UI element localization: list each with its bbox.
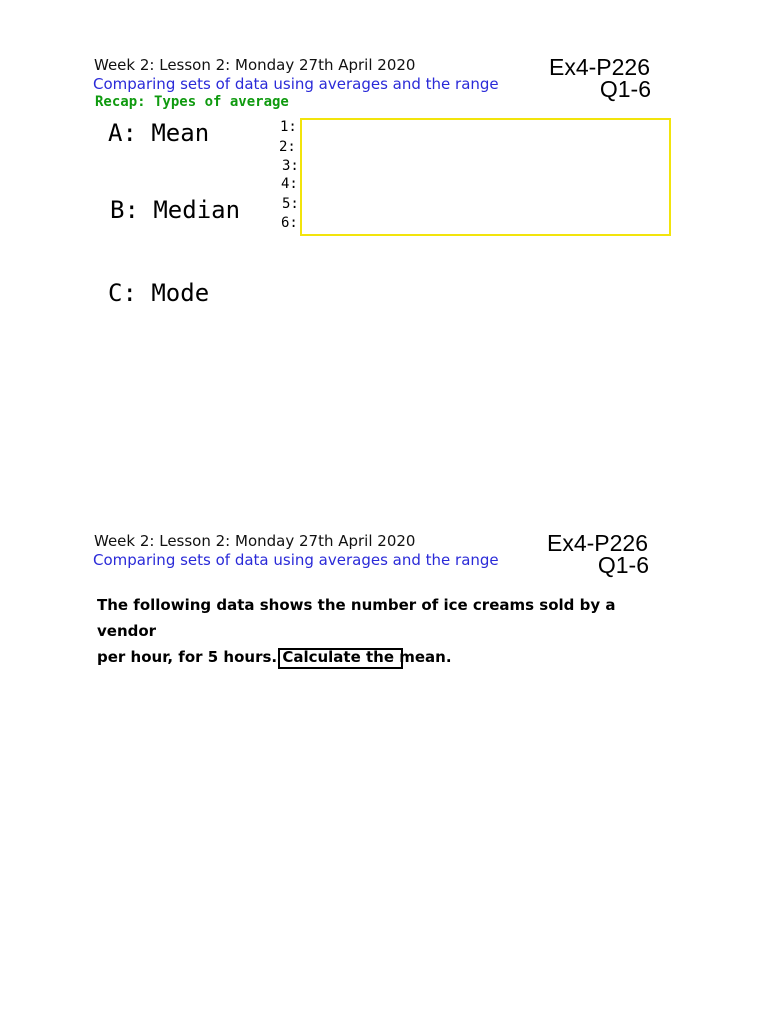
recap-heading: Recap: Types of average	[95, 94, 289, 110]
average-mode: C: Mode	[108, 279, 210, 307]
answer-box	[300, 118, 671, 236]
question-line: The following data shows the number of ice creams sold by a vendor	[97, 596, 616, 640]
exercise-ref: Ex4-P226	[548, 54, 650, 80]
exercise-ref: Ex4-P226	[546, 530, 648, 556]
answer-input-box[interactable]	[278, 648, 403, 669]
average-median: B: Median	[110, 196, 241, 224]
question-line: per hour, for 5 hours. Calculate the mean.	[97, 648, 452, 666]
question-number: 1:	[280, 119, 297, 135]
lesson-subtitle: Comparing sets of data using averages and the range	[93, 75, 499, 93]
question-number: 6:	[281, 215, 298, 231]
question-number: 5:	[282, 196, 299, 212]
lesson-subtitle: Comparing sets of data using averages and the range	[93, 551, 499, 569]
date-line: Week 2: Lesson 2: Monday 27th April 2020	[94, 56, 416, 74]
question-range: Q1-6	[597, 552, 649, 578]
date-line: Week 2: Lesson 2: Monday 27th April 2020	[94, 532, 416, 550]
question-number: 3:	[282, 158, 299, 174]
question-number: 4:	[281, 176, 298, 192]
question-number: 2:	[279, 139, 296, 155]
question-range: Q1-6	[599, 76, 651, 102]
average-mean: A: Mean	[108, 119, 210, 147]
